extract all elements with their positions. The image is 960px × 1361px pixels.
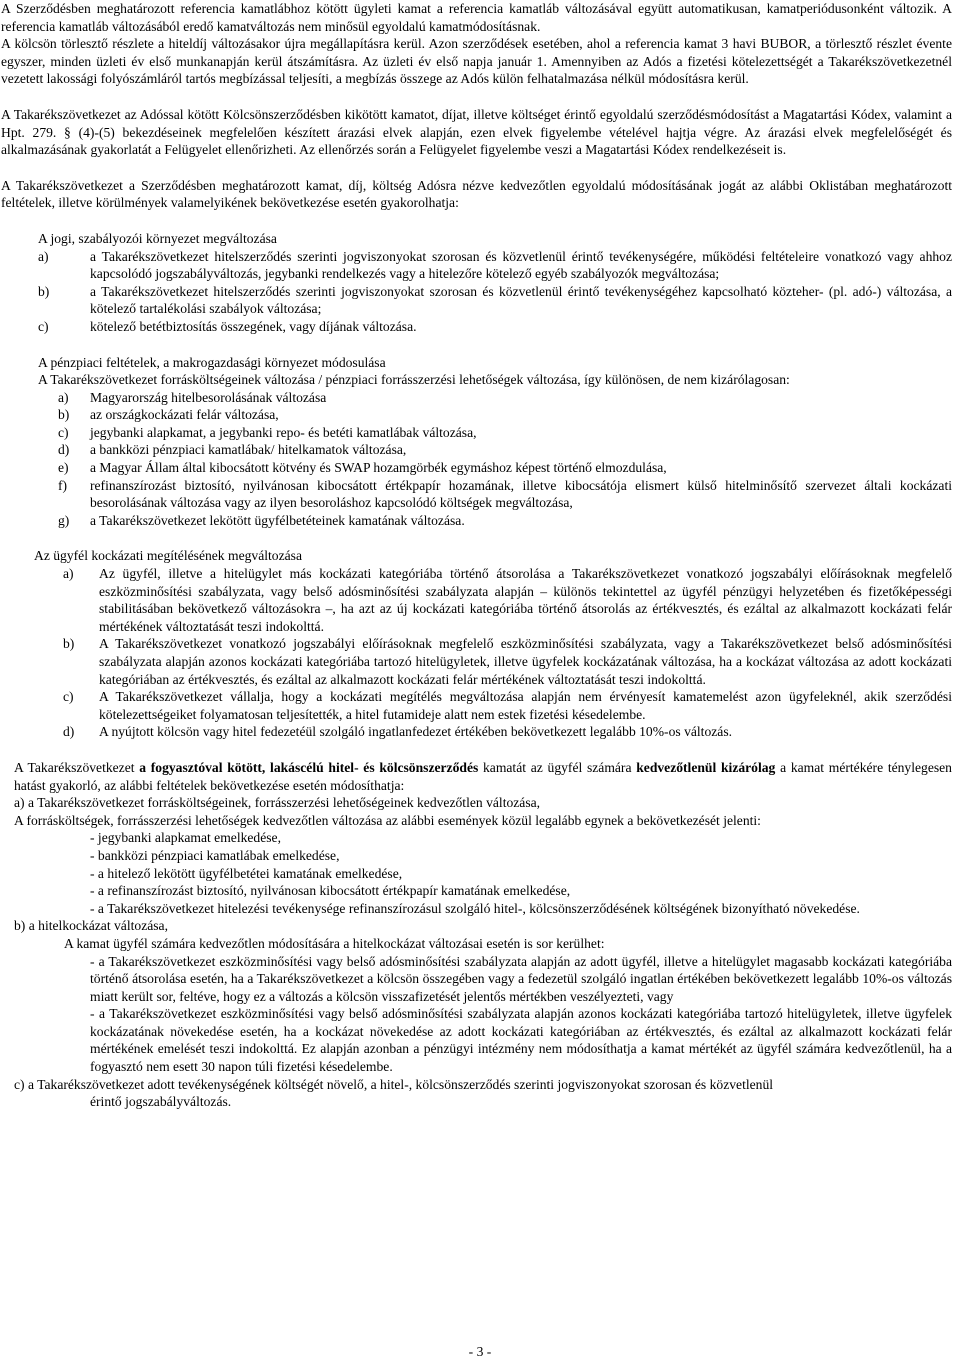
list-marker: g): [58, 512, 70, 528]
intro-paragraph-1: A Szerződésben meghatározott referencia kamatlábhoz kötött ügyleti kamat a referencia kamatláb változásával együtt automatikusan, kamatperiódusonként változik. A referencia kamatláb változásából eredő kamatváltozás nem minősül egyoldalú kamatmódosításnak.: [1, 1, 952, 34]
list-marker: b): [38, 283, 50, 299]
list-item: [0, 441, 960, 459]
list-marker: b): [63, 636, 75, 652]
section-legal: [0, 230, 960, 336]
list-item: [0, 565, 960, 635]
section-risk: [0, 547, 960, 741]
list-item: [0, 283, 960, 318]
list-item: [0, 318, 960, 336]
consumer-b-line: b) a hitelkockázat változása,: [14, 918, 168, 934]
list-item: [0, 688, 960, 723]
list-item: - bankközi pénzpiaci kamatlábak emelkedése,: [90, 847, 340, 863]
consumer-c-line: c) a Takarékszövetkezet adott tevékenységének költségét növelő, a hitel-, kölcsönszerződés szerinti jogviszonyokat szorosan és közvetlenül érintő jogszabályváltozás.: [14, 1076, 774, 1110]
list-text: a Takarékszövetkezet hitelszerződés szerinti jogviszonyokat szorosan és közvetlenül érintő tevékenységéhez kapcsolható közteher- (pl. adó-) változása, a kötelező tartalékolási szabályok változása;: [90, 283, 952, 317]
list-item: [0, 459, 960, 477]
list-item: [0, 248, 960, 283]
list-marker: d): [58, 442, 70, 458]
list-text: a Magyar Állam által kibocsátott kötvény és SWAP hozamgörbék egymáshoz képest történő elmozdulása,: [90, 460, 667, 476]
list-text: a bankközi pénzpiaci kamatlábak/ hitelkamatok változása,: [90, 442, 407, 458]
list-item: [0, 406, 960, 424]
list-item: - a hitelező lekötött ügyfélbetétei kamatának emelkedése,: [90, 865, 403, 881]
list-text: jegybanki alapkamat, a jegybanki repo- és betéti kamatlábak változása,: [90, 424, 477, 440]
section-consumer: [0, 759, 960, 1111]
list-text: kötelező betétbiztosítás összegének, vagy díjának változása.: [90, 318, 417, 334]
list-text: a Takarékszövetkezet hitelszerződés szerinti jogviszonyokat szorosan és közvetlenül érintő tevékenységére, működési feltételeire vonatkozó vagy ahhoz kapcsolódó jogszabályváltozás, jegybanki rendelkezés vagy a hitelezőre kötelező egyéb szabályozók megváltozása;: [90, 248, 952, 282]
list-item: [0, 512, 960, 530]
list-item: - a Takarékszövetkezet eszközminősítési vagy belső adósminősítési szabályzata alapján az adott ügyfél, illetve a hitelügylet magasabb kockázati kategóriába történő átsorolása esetén, ha a Takarékszövetkezet a kölcsön összegében vagy a fedezetül szolgáló ingatlan értékében bekövetkezett legalább 10%-os változás miatt került sor, feltéve, hogy ez a változás a kölcsön visszafizetését jelentős mértékben veszélyezteti, vagy: [90, 953, 952, 1004]
list-marker: a): [58, 389, 69, 405]
list-item: [0, 723, 960, 741]
list-marker: c): [58, 424, 69, 440]
list-marker: e): [58, 460, 69, 476]
list-text: refinanszírozást biztosító, nyilvánosan kibocsátott értékpapír hozamának, illetve kibocsátója elismert külső hitelminősítő szervezet általi kockázati besorolásának változása vagy az ilyen besoroláshoz kapcsolódó költségek megváltozása,: [90, 477, 952, 511]
list-item: - a Takarékszövetkezet eszközminősítési vagy belső adósminősítési szabályzata alapján azonos kockázati kategóriába tartozó hitelügyletek, illetve ügyfelek kockázatának növekedése esetén, ha a kockázat növekedése az adott kockázati kategóriában az értékvesztés, és ezáltal az alkalmazott kockázati felár mértékének emelését teszi indokolttá. Ez alapján azonban a pénzügyi intézmény nem módosíthatja a kamat mértékét az ügyfél számára kedvezőtlenül, ha a fogyasztó nem esett 30 napon túli fizetési késedelembe.: [90, 1006, 952, 1075]
list-text: Magyarország hitelbesorolásának változása: [90, 389, 327, 405]
list-text: A Takarékszövetkezet vonatkozó jogszabályi előírásoknak megfelelő eszközminősítési szabályzata, vagy a Takarékszövetkezet belső adósminősítési szabályzata alapján azonos kockázati kategóriába tartozó hitelügyletek, illetve ügyfelek kockázatának változása, ha a kockázat változása az adott kockázati kategóriában az értékvesztés, és ezáltal az alkalmazott kockázati felár mértékének változtatását teszi indokolttá.: [99, 636, 952, 687]
consumer-a-lead: A forrásköltségek, forrásszerzési lehetőségek kedvezőtlen változása az alábbi események közül legalább egynek a bekövetkezését jelenti:: [14, 812, 761, 828]
list-marker: f): [58, 477, 68, 493]
page-number: - 3 -: [468, 1344, 492, 1359]
list-marker: d): [63, 724, 75, 740]
list-text: Az ügyfél, illetve a hitelügylet más kockázati kategóriába történő átsorolása a Takarékszövetkezet vonatkozó jogszabályi előírásoknak megfelelő eszközminősítési szabályzata, vagy belső adósminősítési szabályzata alapján – különös tekintettel az ügyfél pénzügyi helyzetében és fizetőképességi stabilitásában bekövetkező változásokra –, ha azt az új kockázati kategóriába történő átsorolás az értékvesztés, és ezáltal az alkalmazott kockázati felár mértékének változtatását teszi indokolttá.: [99, 566, 952, 634]
section-market: [0, 354, 960, 530]
list-text: az országkockázati felár változása,: [90, 407, 279, 423]
kodex-paragraph: A Takarékszövetkezet az Adóssal kötött Kölcsönszerződésben kikötött kamatot, díjat, illetve költséget érintő egyoldalú szerződésmódosítást a Magatartási Kódex, valamint a Hpt. 279. § (4)-(5) bekezdéseinek megfelelően készített árazási elvek alapján, ezen elvek figyelembe vételével hajtja végre. Az árazási elvek megfelelőségét és alkalmazásának gyakorlatát a Felügyelet ellenőrizheti. Az ellenőrzés során a Felügyelet figyelembe veszi a Magatartási Kódex rendelkezéseit is.: [1, 106, 952, 158]
list-item: - a refinanszírozást biztosító, nyilvánosan kibocsátott értékpapír kamatának emelkedése,: [90, 883, 571, 899]
section-market-heading: A pénzpiaci feltételek, a makrogazdasági környezet módosulása: [38, 354, 386, 370]
section-market-lead: A Takarékszövetkezet forrásköltségeinek változása / pénzpiaci forrásszerzési lehetőségek változása, így különösen, de nem kizárólagosan:: [38, 372, 790, 388]
list-item: - jegybanki alapkamat emelkedése,: [90, 830, 281, 846]
list-item: [0, 477, 960, 512]
list-item: [0, 424, 960, 442]
list-marker: c): [63, 689, 74, 705]
list-marker: a): [38, 248, 49, 264]
section-legal-heading: A jogi, szabályozói környezet megváltozása: [38, 230, 277, 246]
list-item: - a Takarékszövetkezet hitelezési tevékenysége refinanszírozásul szolgáló hitel-, kölcsönszerződésének költségének bizonyítható növekedése.: [90, 900, 860, 916]
list-marker: a): [63, 566, 74, 582]
list-text: A Takarékszövetkezet vállalja, hogy a kockázati megítélés megváltozása alapján nem érvényesít kamatemelést azon ügyfeleknél, akik szerződési kötelezettségeiket folyamatosan teljesítették, a hitel futamideje alatt nem estek fizetési késedelembe.: [99, 689, 952, 722]
list-marker: b): [58, 407, 70, 423]
section-risk-heading: Az ügyfél kockázati megítélésének megváltozása: [34, 548, 302, 564]
list-item: [0, 635, 960, 688]
list-text: A nyújtott kölcsön vagy hitel fedezetéül szolgáló ingatlanfedezet értékében bekövetkezett legalább 10%-os változás.: [99, 724, 733, 740]
list-text: a Takarékszövetkezet lekötött ügyfélbetéteinek kamatának változása.: [90, 512, 465, 528]
intro-paragraph-2: A kölcsön törlesztő részlete a hiteldíj változásakor újra megállapításra kerül. Azon szerződések esetében, ahol a referencia kamat 3 havi BUBOR, a törlesztő részlet évente egyszer, minden üzleti év első munkanapján kerül átszámításra. Az üzleti év első napja január 1. Amennyiben az Adós a fizetési kötelezettségét a Takarékszövetkezetnél vezetett lakossági folyószámláról tartós megbízással teljesíti, a megbízás összege az Adós külön felhatalmazása nélkül módosításra kerül.: [1, 36, 952, 87]
consumer-a-line: a) a Takarékszövetkezet forrásköltségeinek, forrásszerzési lehetőségeinek kedvezőtlen változása,: [14, 795, 541, 811]
list-item: [0, 389, 960, 407]
consumer-intro: A Takarékszövetkezet a fogyasztóval kötött, lakáscélú hitel- és kölcsönszerződés kamatát az ügyfél számára kedvezőtlenül kizárólag a kamat mértékére ténylegesen hatást gyakorló, az alábbi feltételek bekövetkezése esetén módosíthatja:: [14, 759, 952, 793]
oklista-paragraph: A Takarékszövetkezet a Szerződésben meghatározott kamat, díj, költség Adósra nézve kedvezőtlen egyoldalú módosításának jogát az alábbi Oklistában meghatározott feltételek, illetve körülmények valamelyikének bekövetkezése esetén gyakorolhatja:: [1, 177, 952, 211]
list-marker: c): [38, 318, 49, 334]
consumer-b-lead: A kamat ügyfél számára kedvezőtlen módosítására a hitelkockázat változásai esetén is sor kerülhet:: [64, 935, 605, 951]
